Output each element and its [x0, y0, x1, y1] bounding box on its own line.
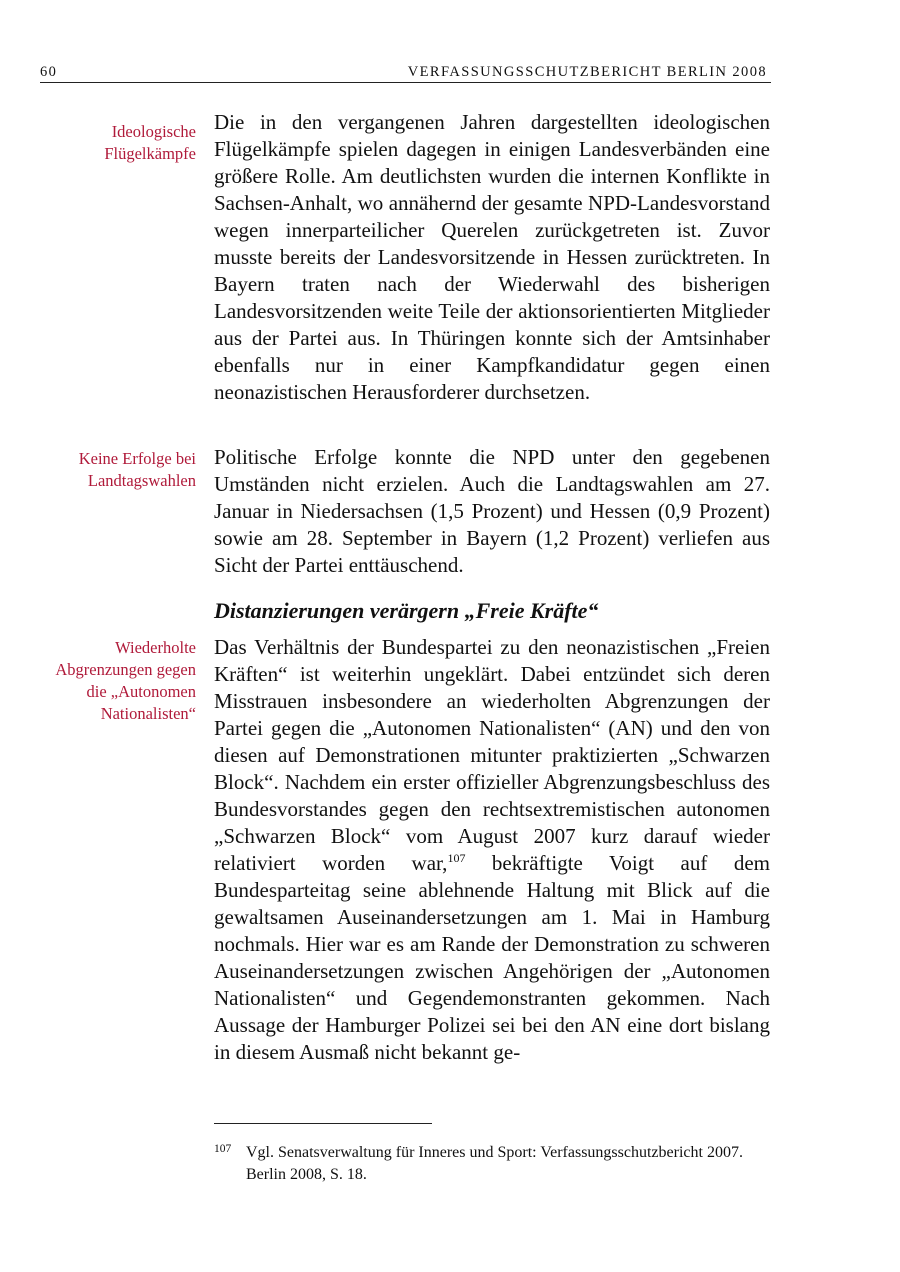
- section-heading: Distanzierungen verärgern „Freie Kräfte“: [214, 598, 599, 623]
- footnote-number: 107: [214, 1143, 232, 1155]
- paragraph-text-part-2: bekräftigte Voigt auf dem Bundesparteitag seine ablehnende Haltung mit Blick auf die gewaltsamen Auseinandersetzungen am 1. Mai in Hamburg nochmals. Hier war es am Rande der Demonstration zu schweren Auseinandersetzungen zwischen Angehörigen der „Autonomen Nationalisten“ und Gegendemonstranten gekommen. Nach Aussage der Hamburger Polizei sei bei den AN eine dort bislang in diesem Ausmaß nicht bekannt ge-: [214, 851, 770, 1064]
- margin-note-ideological-conflicts: Ideologische Flügelkämpfe: [104, 122, 196, 163]
- footnote-reference[interactable]: 107: [447, 851, 466, 865]
- footnote-text: Vgl. Senatsverwaltung für Inneres und Sport: Verfassungsschutzbericht 2007. Berlin 2008, S. 18.: [246, 1144, 743, 1183]
- paragraph-state-elections: Politische Erfolge konnte die NPD unter den gegebenen Umständen nicht erzielen. Auch die Landtagswahlen am 27. Januar in Niedersachsen (1,5 Prozent) und Hessen (0,9 Prozent) sowie am 28. September in Bayern (1,2 Prozent) verliefen aus Sicht der Partei enttäuschend.: [214, 445, 770, 577]
- paragraph-demarcations: [214, 634, 770, 1066]
- page-number: 60: [40, 64, 58, 80]
- footnote: [214, 1142, 770, 1186]
- footnote-divider: [214, 1123, 432, 1124]
- running-title: VERFASSUNGSSCHUTZBERICHT BERLIN 2008: [407, 64, 767, 80]
- margin-note-state-elections: Keine Erfolge bei Landtagswahlen: [78, 449, 196, 490]
- margin-note-demarcations: Wiederholte Abgrenzungen gegen die „Autonomen Nationalisten“: [55, 638, 196, 723]
- paragraph-ideological-conflicts: Die in den vergangenen Jahren dargestellten ideologischen Flügelkämpfe spielen dagegen in einigen Landesverbänden eine größere Rolle. Am deutlichsten wurden die internen Konflikte in Sachsen-Anhalt, wo annähernd der gesamte NPD-Landesvorstand wegen innerparteilicher Querelen zurückgetreten ist. Zuvor musste bereits der Landesvorsitzende in Hessen zurücktreten. In Bayern traten nach der Wiederwahl des bisherigen Landesvorsitzenden weite Teile der aktionsorientierten Mitglieder aus der Partei aus. In Thüringen konnte sich der Amtsinhaber ebenfalls nur in einer Kampfkandidatur gegen einen neonazistischen Herausforderer durchsetzen.: [214, 110, 770, 404]
- paragraph-text-part-1: Das Verhältnis der Bundespartei zu den neonazistischen „Freien Kräften“ ist weiterhin ungeklärt. Dabei entzündet sich deren Misstrauen insbesondere an wiederholten Abgrenzungen der Partei gegen die „Autonomen Nationalisten“ (AN) und den von diesen auf Demonstrationen mitunter praktizierten „Schwarzen Block“. Nachdem ein erster offizieller Abgrenzungsbeschluss des Bundesvorstandes gegen den rechtsextremistischen autonomen „Schwarzen Block“ vom August 2007 kurz darauf wieder relativiert worden war,: [214, 635, 770, 875]
- running-header: [40, 64, 771, 83]
